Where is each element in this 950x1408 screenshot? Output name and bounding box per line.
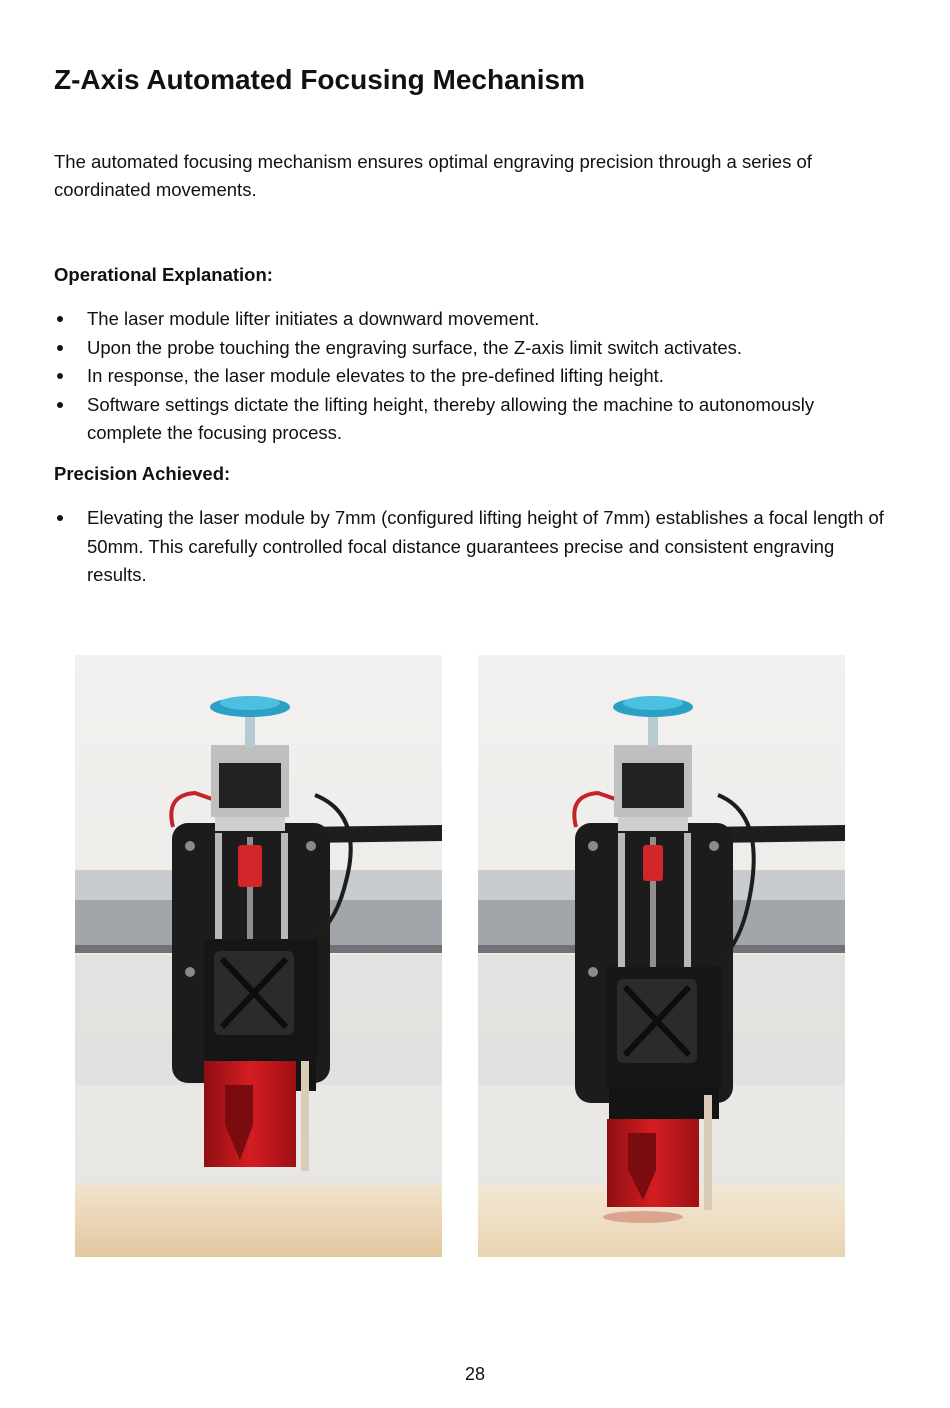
precision-achieved-heading: Precision Achieved: [54, 463, 231, 484]
page-title: Z-Axis Automated Focusing Mechanism [54, 64, 586, 95]
laser-module-lowered-photo [75, 655, 442, 1257]
laser-module-elevated-photo [478, 655, 845, 1257]
intro-paragraph: The automated focusing mechanism ensures optimal engraving precision through a series of coordinated movements. [54, 151, 812, 200]
page-number: 28 [464, 1364, 486, 1384]
list-item: Upon the probe touching the engraving surface, the Z-axis limit switch activates. [54, 334, 894, 363]
list-item: Software settings dictate the lifting height, thereby allowing the machine to autonomously complete the focusing process. [54, 391, 894, 448]
operational-explanation-heading: Operational Explanation: [54, 264, 273, 285]
operational-explanation-list [54, 305, 894, 448]
list-item: In response, the laser module elevates to the pre-defined lifting height. [54, 362, 894, 391]
list-item: Elevating the laser module by 7mm (configured lifting height of 7mm) establishes a focal length of 50mm. This carefully controlled focal distance guarantees precise and consistent engraving results. [54, 504, 894, 590]
list-item: The laser module lifter initiates a downward movement. [54, 305, 894, 334]
precision-achieved-list [54, 504, 894, 590]
